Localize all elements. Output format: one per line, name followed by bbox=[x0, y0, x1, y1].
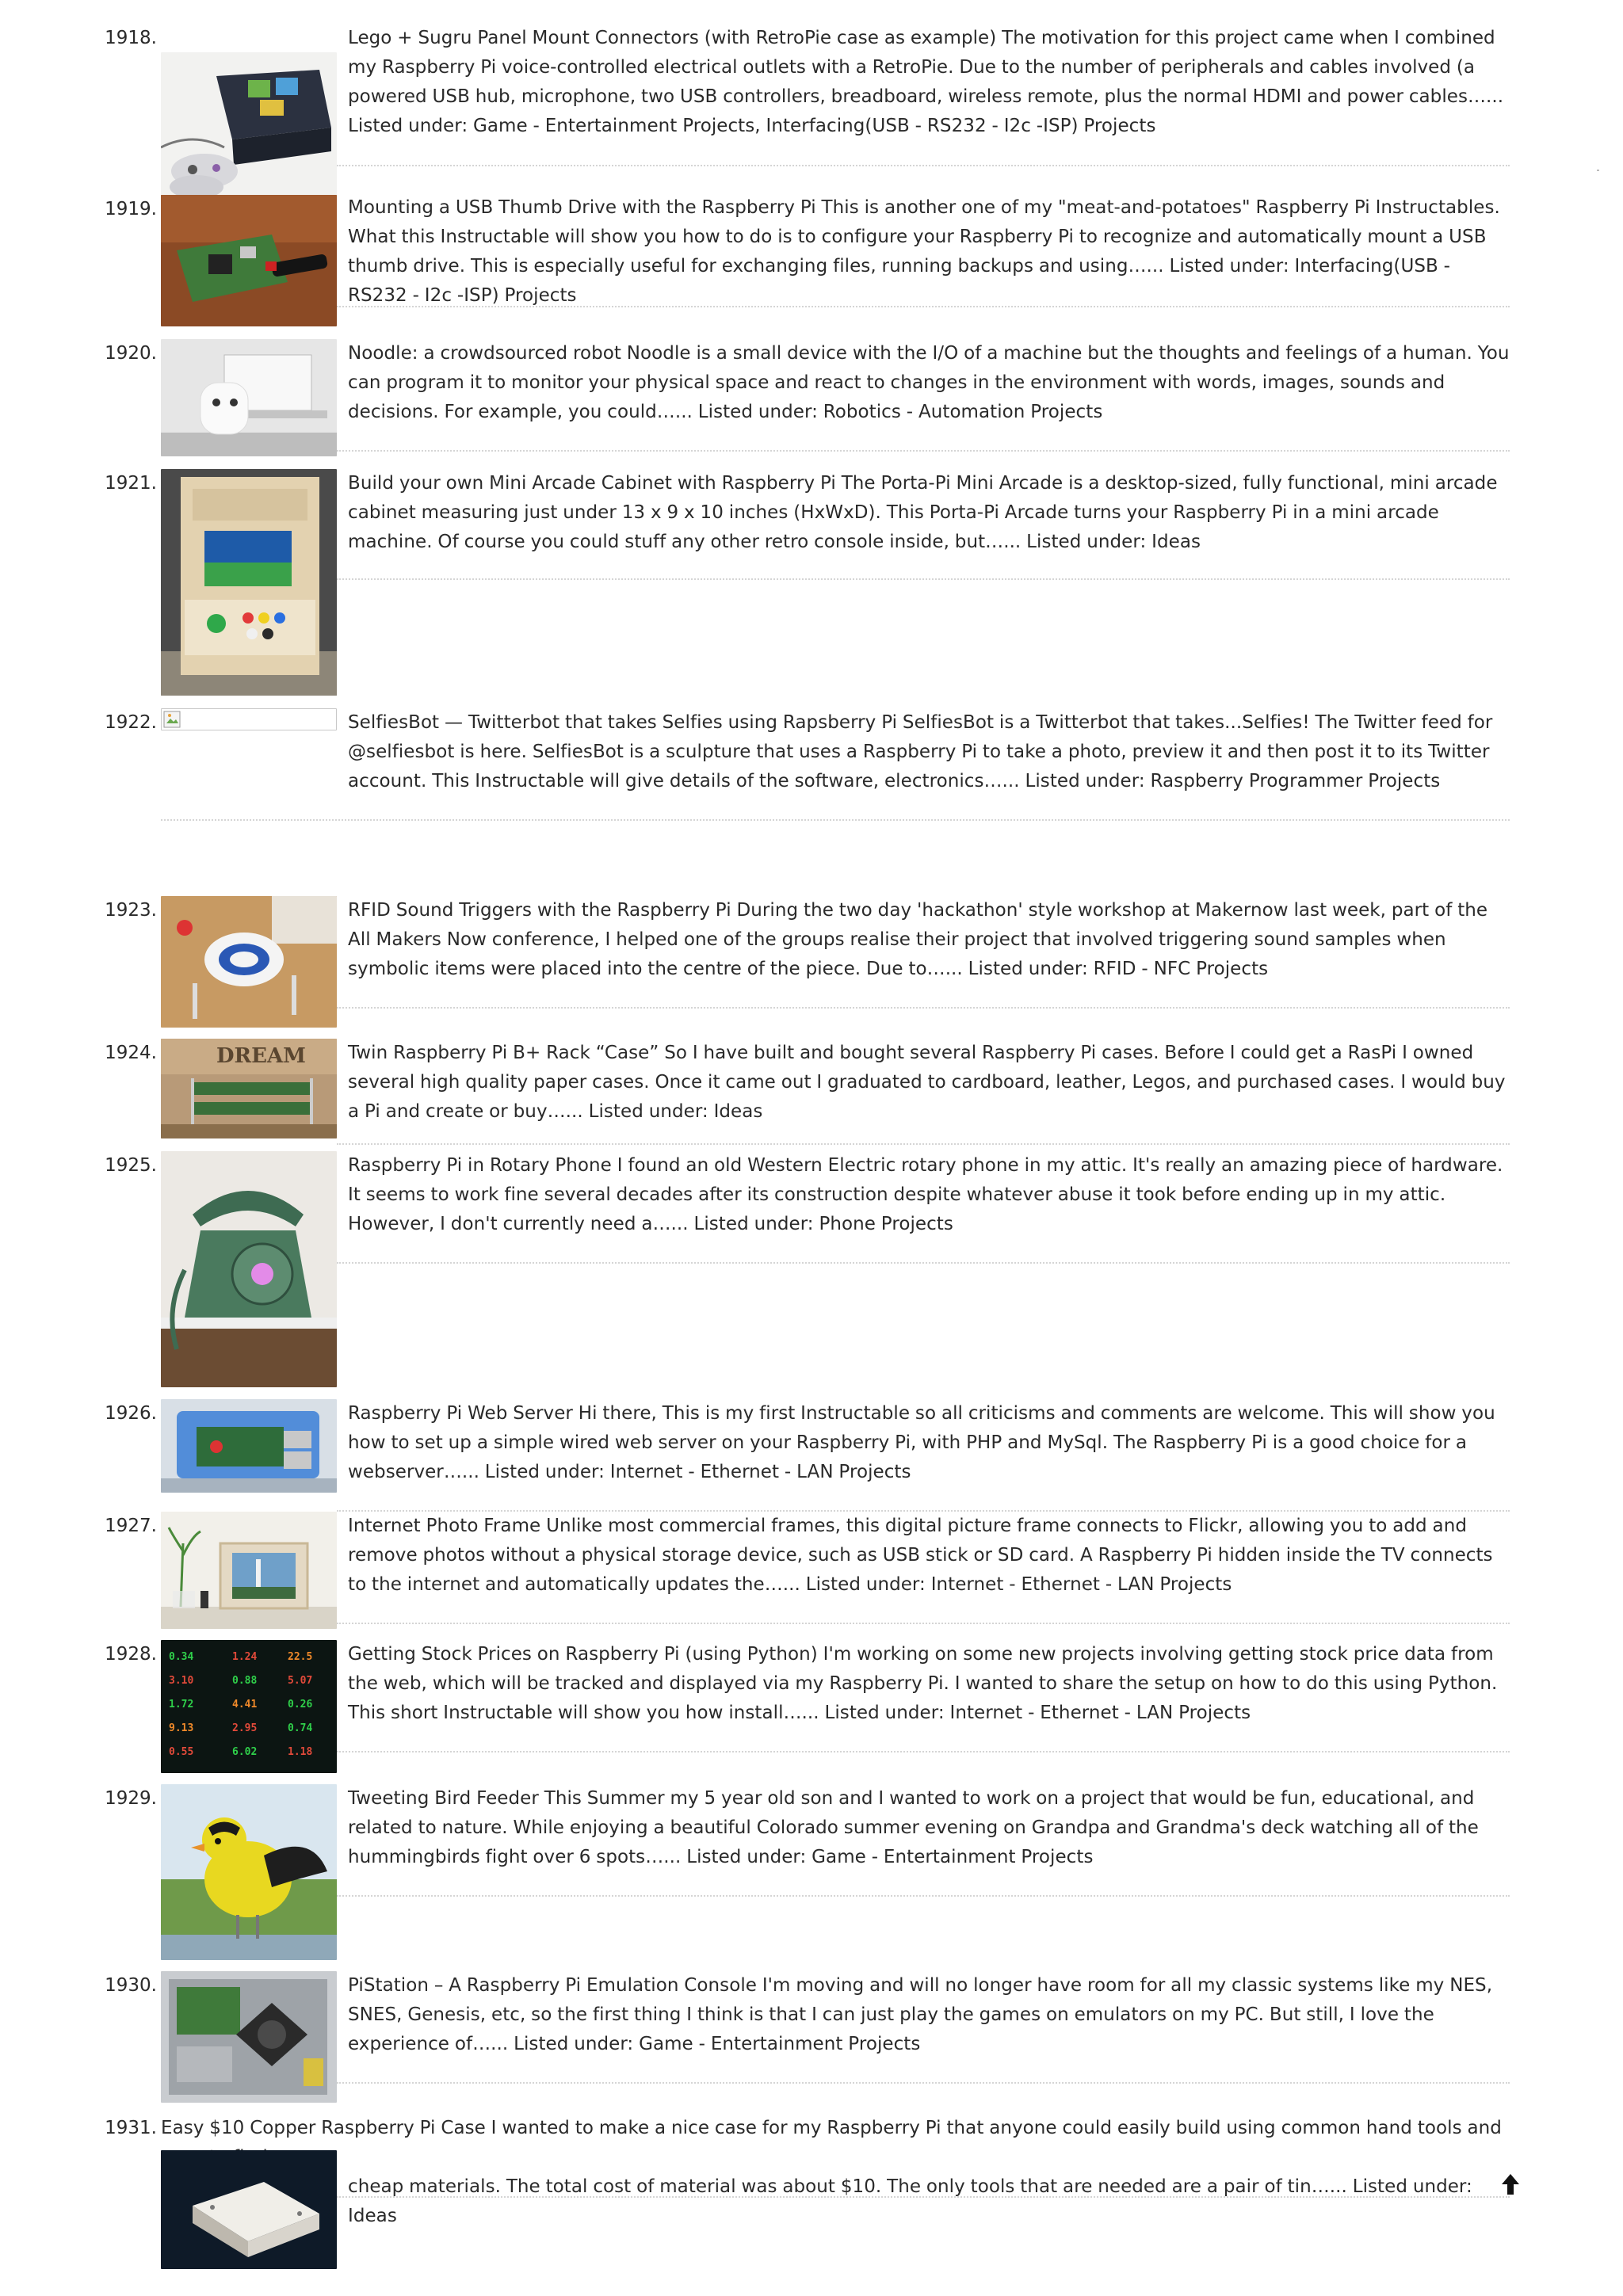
svg-text:4.41: 4.41 bbox=[232, 1699, 258, 1711]
thumbnail-image[interactable] bbox=[161, 339, 337, 456]
item-number: 1931. bbox=[105, 2118, 157, 2138]
separator bbox=[337, 165, 1510, 166]
svg-text:2.95: 2.95 bbox=[232, 1722, 258, 1734]
photo-frame-image bbox=[161, 1512, 337, 1629]
separator bbox=[337, 306, 1510, 307]
item-number: 1929. bbox=[105, 1788, 157, 1809]
svg-text:5.07: 5.07 bbox=[288, 1675, 313, 1687]
separator bbox=[337, 1262, 1510, 1264]
item-description bbox=[161, 2114, 1524, 2231]
svg-text:0.26: 0.26 bbox=[288, 1699, 313, 1711]
retropie-console-image bbox=[161, 52, 337, 208]
svg-text:0.55: 0.55 bbox=[169, 1746, 194, 1758]
svg-text:DREAM: DREAM bbox=[216, 1044, 306, 1068]
item-number: 1920. bbox=[105, 343, 157, 364]
svg-text:1.24: 1.24 bbox=[232, 1651, 258, 1663]
separator bbox=[337, 1007, 1510, 1009]
item-number: 1925. bbox=[105, 1155, 157, 1176]
broken-image[interactable] bbox=[161, 708, 337, 730]
thumbnail-image[interactable] bbox=[161, 1512, 337, 1629]
thumbnail-image[interactable] bbox=[161, 1399, 337, 1493]
separator bbox=[337, 578, 1510, 580]
item-number: 1930. bbox=[105, 1975, 157, 1996]
item-description: PiStation – A Raspberry Pi Emulation Console I'm moving and will no longer have room for all my classic systems like my NES, SNES, Genesis, etc, so the first thing I think is that I can just play the games on emulators on my PC. But still, I love the experience of…... Listed under: Game - Entertainment Projects bbox=[348, 1975, 1493, 2054]
svg-text:22.5: 22.5 bbox=[288, 1651, 313, 1663]
item-number: 1921. bbox=[105, 473, 157, 494]
item-number: 1923. bbox=[105, 900, 157, 921]
svg-text:9.13: 9.13 bbox=[169, 1722, 194, 1734]
item-description: Noodle: a crowdsourced robot Noodle is a small device with the I/O of a machine but the thoughts and feelings of a human. You can program it to monitor your physical space and react to changes in the environment with words, images, sounds and decisions. For example, you could…... Listed under: Robotics - Automation Projects bbox=[348, 343, 1510, 422]
svg-text:6.02: 6.02 bbox=[232, 1746, 258, 1758]
item-description: RFID Sound Triggers with the Raspberry Pi During the two day 'hackathon' style workshop at Makernow last week, part of the All Makers Now conference, I helped one of the groups realise their project that involved triggering sound samples when symbolic items were placed into the centre of the piece. Due to…... Listed under: RFID - NFC Projects bbox=[348, 900, 1488, 979]
svg-text:1.72: 1.72 bbox=[169, 1699, 194, 1711]
svg-text:1.18: 1.18 bbox=[288, 1746, 313, 1758]
copper-case-image bbox=[161, 2150, 337, 2269]
rotary-phone-image bbox=[161, 1151, 337, 1387]
arrow-up-icon[interactable] bbox=[1500, 2172, 1521, 2196]
thumbnail-image[interactable] bbox=[161, 195, 337, 326]
thumbnail-image[interactable] bbox=[161, 1151, 337, 1387]
decorative-dot bbox=[1597, 170, 1599, 171]
item-description: Raspberry Pi in Rotary Phone I found an old Western Electric rotary phone in my attic. It's really an amazing piece of hardware. It seems to work fine several decades after its construction despite whatever abuse it took before ending up in my attic. However, I don't currently need a…... Listed under: Phone Projects bbox=[348, 1155, 1503, 1234]
stock-ticker-image bbox=[161, 1640, 337, 1773]
separator bbox=[337, 2196, 1510, 2198]
item-description-rest: cheap materials. The total cost of material was about $10. The only tools that are needed are a pair of tin…... Listed under: Ideas bbox=[348, 2176, 1472, 2226]
separator bbox=[337, 1895, 1510, 1897]
thumbnail-image[interactable] bbox=[161, 1971, 337, 2103]
pistation-image bbox=[161, 1971, 337, 2103]
item-description-first-line: Easy $10 Copper Raspberry Pi Case I wanted to make a nice case for my Raspberry Pi that anyone could easily build using common hand tools and bbox=[161, 2118, 1502, 2138]
svg-text:0.74: 0.74 bbox=[288, 1722, 313, 1734]
item-description: Internet Photo Frame Unlike most commercial frames, this digital picture frame connects to Flickr, allowing you to add and remove photos without a physical storage device, such as USB stick or SD card. A Raspberry Pi hidden inside the TV connects to the internet and automatically updates the…... Listed under: Internet - Ethernet - LAN Projects bbox=[348, 1516, 1493, 1595]
separator bbox=[337, 450, 1510, 452]
item-number: 1919. bbox=[105, 199, 157, 219]
item-number: 1924. bbox=[105, 1043, 157, 1063]
usb-drive-image bbox=[161, 195, 337, 326]
item-number: 1918. bbox=[105, 28, 157, 48]
thumbnail-image[interactable] bbox=[161, 896, 337, 1028]
thumbnail-image[interactable] bbox=[161, 1784, 337, 1960]
separator bbox=[337, 1751, 1510, 1753]
item-description: Build your own Mini Arcade Cabinet with Raspberry Pi The Porta-Pi Mini Arcade is a desktop-sized, fully functional, mini arcade cabinet measuring just under 13 x 9 x 10 inches (HxWxD). This Porta-Pi Arcade turns your Raspberry Pi in a mini arcade machine. Of course you could stuff any other retro console inside, but…... Listed under: Ideas bbox=[348, 473, 1498, 552]
thumbnail-image[interactable] bbox=[161, 1039, 337, 1138]
noodle-robot-image bbox=[161, 339, 337, 456]
item-description: Lego + Sugru Panel Mount Connectors (with RetroPie case as example) The motivation for this project came when I combined my Raspberry Pi voice-controlled electrical outlets with a RetroPie. Due to the number of peripherals and cables involved (a powered USB hub, microphone, two USB controllers, breadboard, wireless remote, plus the normal HDMI and power cables…... Listed under: Game - Entertainment Projects, Interfacing(USB - RS232 - I2c -ISP) Projects bbox=[348, 28, 1504, 136]
item-description: SelfiesBot — Twitterbot that takes Selfies using Rapsberry Pi SelfiesBot is a Twitterbot that takes...Selfies! The Twitter feed for @selfiesbot is here. SelfiesBot is a sculpture that uses a Raspberry Pi to take a photo, preview it and then post it to its Twitter account. This Instructable will give details of the software, electronics…... Listed under: Raspberry Programmer Projects bbox=[348, 712, 1493, 791]
separator bbox=[161, 819, 1510, 821]
thumbnail-image[interactable] bbox=[161, 2150, 337, 2269]
item-description: Getting Stock Prices on Raspberry Pi (using Python) I'm working on some new projects involving getting stock price data from the web, which will be tracked and displayed via my Raspberry Pi. I wanted to share the setup on how to do this using Python. This short Instructable will show you how install…... Listed under: Internet - Ethernet - LAN Projects bbox=[348, 1644, 1498, 1723]
svg-text:3.10: 3.10 bbox=[169, 1675, 194, 1687]
item-number: 1928. bbox=[105, 1644, 157, 1665]
item-description: Tweeting Bird Feeder This Summer my 5 year old son and I wanted to work on a project that would be fun, educational, and related to nature. While enjoying a beautiful Colorado summer evening on Grandpa and Grandma's deck watching all of the hummingbirds fight over 6 spots…... Listed under: Game - Entertainment Projects bbox=[348, 1788, 1479, 1867]
separator bbox=[337, 2082, 1510, 2084]
item-description: Twin Raspberry Pi B+ Rack “Case” So I have built and bought several Raspberry Pi cases. Before I could get a RasPi I owned several high quality paper cases. Once it came out I graduated to cardboard, leather, Legos, and purchased cases. I would buy a Pi and create or buy…... Listed under: Ideas bbox=[348, 1043, 1506, 1122]
separator bbox=[337, 1623, 1510, 1624]
item-number: 1927. bbox=[105, 1516, 157, 1536]
item-description: Raspberry Pi Web Server Hi there, This is my first Instructable so all criticisms and comments are welcome. This will show you how to set up a simple wired web server on your Raspberry Pi, with PHP and MySql. The Raspberry Pi is a good choice for a webserver…... Listed under: Internet - Ethernet - LAN Projects bbox=[348, 1403, 1495, 1482]
arcade-cabinet-image bbox=[161, 469, 337, 696]
thumbnail-image[interactable] bbox=[161, 1640, 337, 1773]
item-number: 1926. bbox=[105, 1403, 157, 1424]
broken-image-icon bbox=[163, 711, 181, 728]
thumbnail-image[interactable] bbox=[161, 52, 337, 208]
thumbnail-image[interactable] bbox=[161, 469, 337, 696]
rfid-plate-image bbox=[161, 896, 337, 1028]
pi-web-server-image bbox=[161, 1399, 337, 1493]
svg-text:0.88: 0.88 bbox=[232, 1675, 258, 1687]
pi-rack-image bbox=[161, 1039, 337, 1138]
svg-text:0.34: 0.34 bbox=[169, 1651, 194, 1663]
item-description: Mounting a USB Thumb Drive with the Raspberry Pi This is another one of my "meat-and-potatoes" Raspberry Pi Instructables. What this Instructable will show you how to do is to configure your Raspberry Pi to recognize and automatically mount a USB thumb drive. This is especially useful for exchanging files, running backups and using…... Listed under: Interfacing(USB - RS232 - I2c -ISP) Projects bbox=[348, 197, 1500, 306]
separator bbox=[337, 1143, 1510, 1145]
item-number: 1922. bbox=[105, 712, 157, 733]
goldfinch-image bbox=[161, 1784, 337, 1960]
